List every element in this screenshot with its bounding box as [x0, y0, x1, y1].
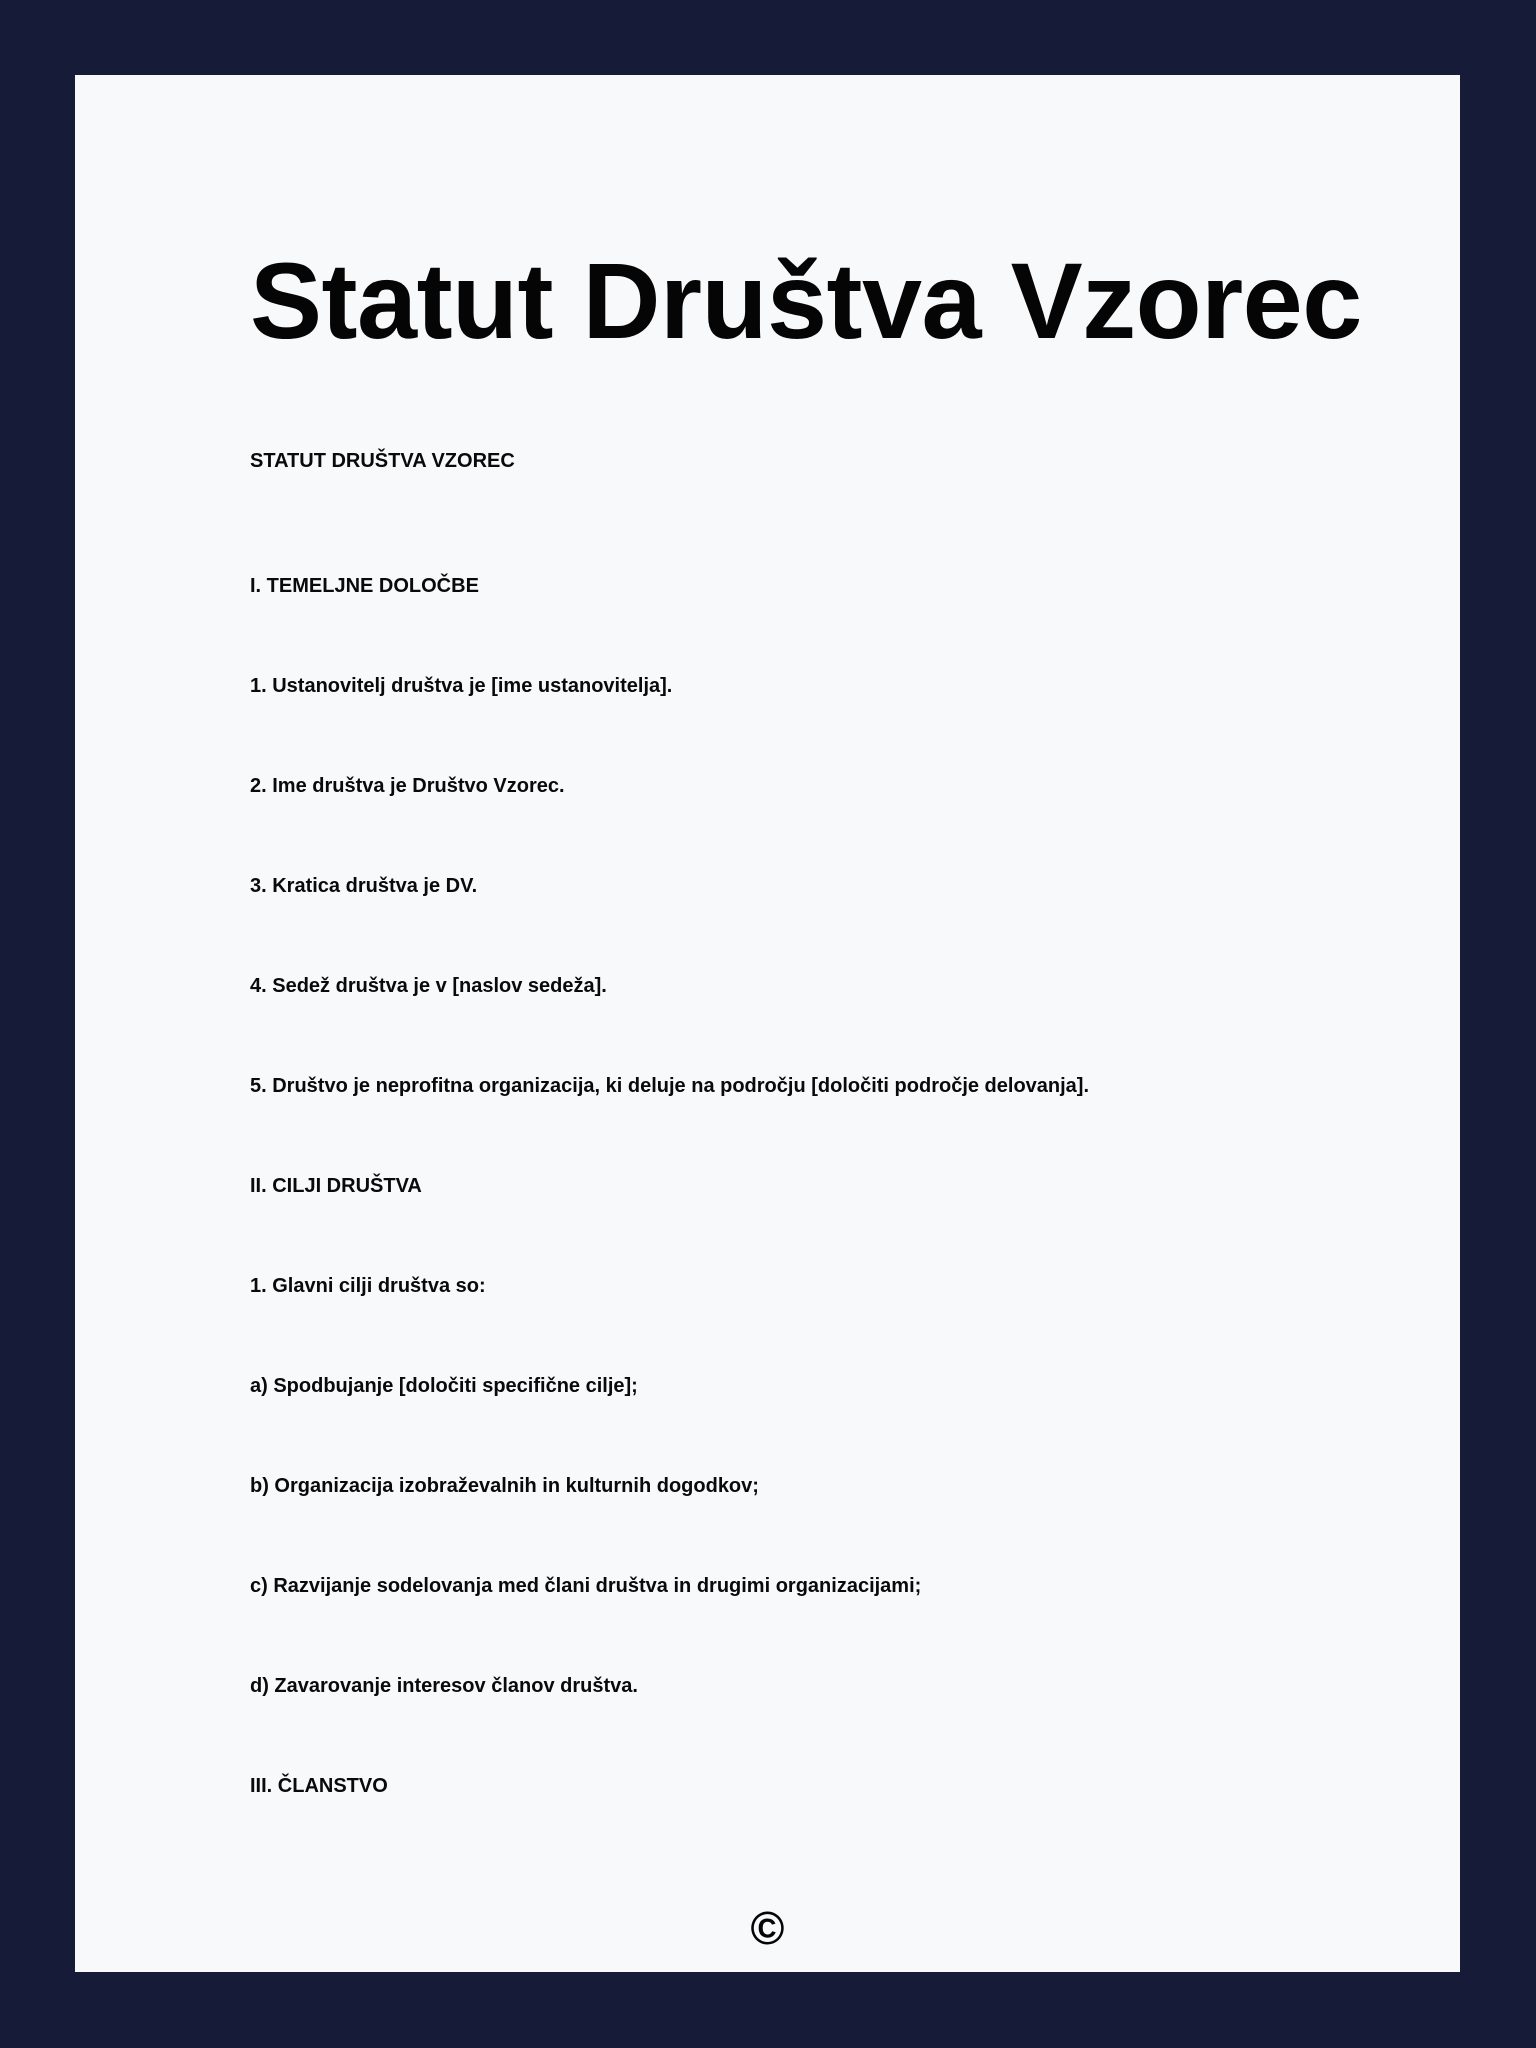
list-item-b: b) Organizacija izobraževalnih in kulturnih dogodkov; [250, 1475, 759, 1497]
list-item-c: c) Razvijanje sodelovanja med člani društva in drugimi organizacijami; [250, 1575, 922, 1597]
document-title: Statut Društva Vzorec [250, 240, 1362, 361]
paragraph-1-2: 2. Ime društva je Društvo Vzorec. [250, 775, 565, 797]
document-heading: STATUT DRUŠTVA VZOREC [250, 450, 515, 472]
paragraph-1-4: 4. Sedež društva je v [naslov sedeža]. [250, 975, 607, 997]
copyright-icon: © [750, 1902, 785, 1954]
section-heading-2: II. CILJI DRUŠTVA [250, 1175, 422, 1197]
section-heading-3: III. ČLANSTVO [250, 1775, 388, 1797]
section-heading-1: I. TEMELJNE DOLOČBE [250, 575, 479, 597]
paragraph-1-3: 3. Kratica društva je DV. [250, 875, 478, 897]
paragraph-2-1: 1. Glavni cilji društva so: [250, 1275, 486, 1297]
paragraph-1-1: 1. Ustanovitelj društva je [ime ustanovitelja]. [250, 675, 673, 697]
paragraph-1-5: 5. Društvo je neprofitna organizacija, ki deluje na področju [določiti področje delovanja]. [250, 1075, 1090, 1097]
list-item-a: a) Spodbujanje [določiti specifične cilje]; [250, 1375, 638, 1397]
list-item-d: d) Zavarovanje interesov članov društva. [250, 1675, 638, 1697]
document-page [75, 75, 1460, 1972]
